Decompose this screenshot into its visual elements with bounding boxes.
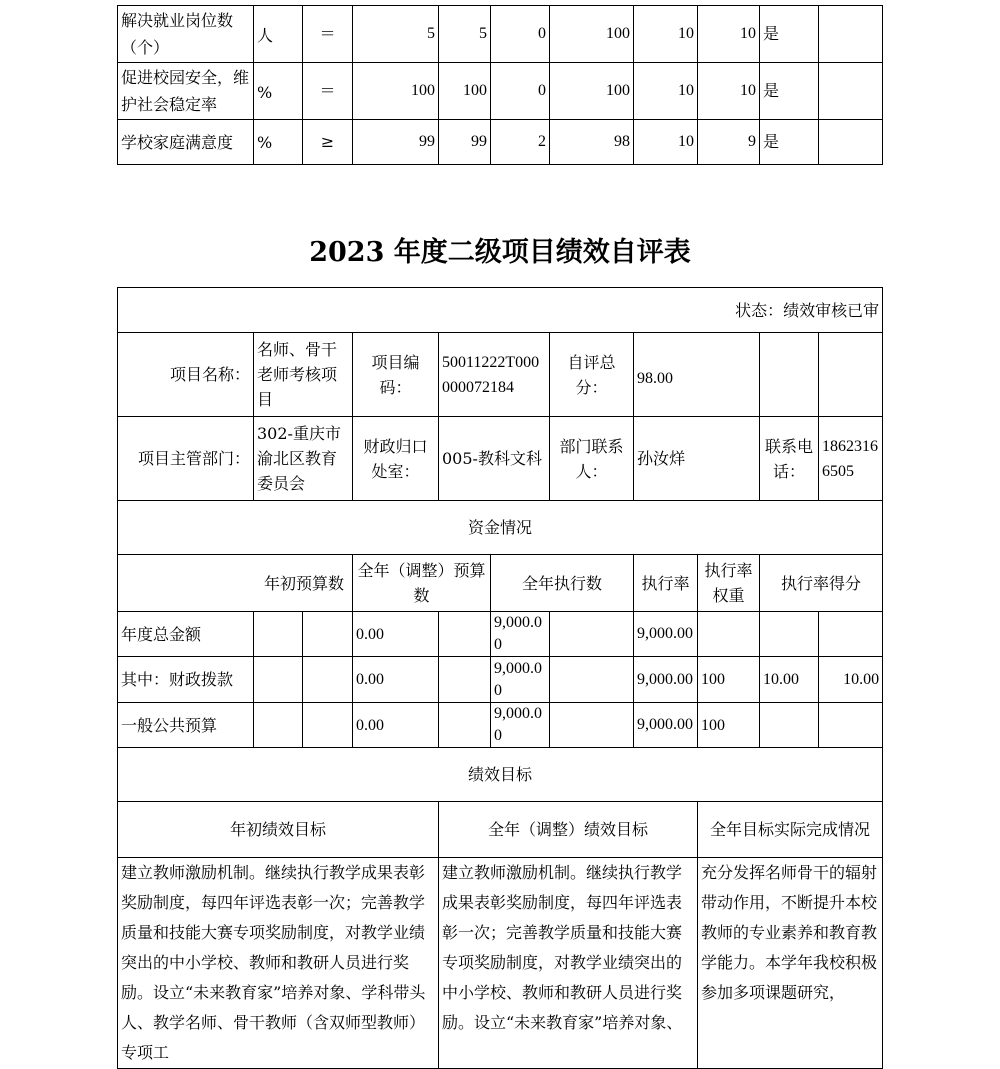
goals-section-header: 绩效目标 [118, 748, 883, 802]
contact-value: 孙汝烊 [634, 417, 760, 501]
goals-initial-text: 建立教师激励机制。继续执行教学成果表彰奖励制度，每四年评选表彰一次；完善教学质量和技能大赛专项奖励制度，对教学业绩突出的中小学校、教师和教研人员进行奖励。设立“未来教育家”培养对象、学科带头人、教学名师、骨干教师（含双师型教师）专项工 [118, 858, 439, 1069]
empty-cell [254, 612, 303, 657]
indicator-rate: 100 [550, 6, 634, 63]
table-row [118, 703, 883, 748]
project-code-value: 50011222T000000072184 [439, 333, 550, 417]
status-badge: 状态：绩效审核已审 [118, 288, 883, 333]
indicator-target: 99 [353, 120, 439, 165]
funds-col-initial: 年初预算数 [118, 555, 353, 612]
indicator-rate: 100 [550, 63, 634, 120]
contact-label: 部门联系人： [550, 417, 634, 501]
table-row [118, 63, 883, 120]
funds-col-rate: 执行率 [634, 555, 698, 612]
table-row [118, 657, 883, 703]
indicator-unit: % [254, 63, 303, 120]
fund-score-value [819, 703, 883, 748]
indicator-weight: 10 [634, 120, 698, 165]
indicator-weight: 10 [634, 6, 698, 63]
fund-row-label: 一般公共预算 [118, 703, 254, 748]
empty-cell [254, 657, 303, 703]
goals-actual-text: 充分发挥名师骨干的辐射带动作用，不断提升本校教师的专业素养和教育教学能力。本学年我校积极参加多项课题研究， [698, 858, 883, 1069]
table-row [118, 6, 883, 63]
fund-initial-value: 0.00 [353, 657, 439, 703]
phone-label: 联系电话： [760, 417, 819, 501]
indicator-achieved: 是 [760, 63, 819, 120]
indicator-actual: 100 [439, 63, 491, 120]
table-row [118, 612, 883, 657]
goals-col-actual: 全年目标实际完成情况 [698, 802, 883, 858]
indicator-target: 5 [353, 6, 439, 63]
dept-label: 项目主管部门： [118, 417, 254, 501]
table-row [118, 120, 883, 165]
indicator-deviation: 2 [491, 120, 550, 165]
empty-cell [439, 703, 491, 748]
office-label: 财政归口处室： [353, 417, 439, 501]
indicator-unit: % [254, 120, 303, 165]
fund-adjusted-value: 9,000.00 [491, 612, 550, 657]
empty-cell [760, 333, 819, 417]
score-value: 98.00 [634, 333, 760, 417]
empty-cell [303, 703, 353, 748]
fund-executed-value: 9,000.00 [634, 657, 698, 703]
fund-initial-value: 0.00 [353, 703, 439, 748]
indicator-weight: 10 [634, 63, 698, 120]
empty-cell [303, 657, 353, 703]
indicator-deviation: 0 [491, 63, 550, 120]
indicator-unit: 人 [254, 6, 303, 63]
fund-rate-value [698, 612, 760, 657]
fund-initial-value: 0.00 [353, 612, 439, 657]
fund-row-label: 其中：财政拨款 [118, 657, 254, 703]
fund-score-value [819, 612, 883, 657]
dept-value: 302-重庆市渝北区教育委员会 [254, 417, 353, 501]
project-name-value: 名师、骨干老师考核项目 [254, 333, 353, 417]
fund-weight-value [760, 612, 819, 657]
fund-score-value: 10.00 [819, 657, 883, 703]
indicator-operator: ＝ [303, 63, 353, 120]
score-label: 自评总分： [550, 333, 634, 417]
empty-cell [550, 703, 634, 748]
indicator-achieved: 是 [760, 6, 819, 63]
empty-cell [819, 333, 883, 417]
fund-rate-value: 100 [698, 657, 760, 703]
indicator-operator: ≥ [303, 120, 353, 165]
evaluation-table [117, 287, 883, 1069]
funds-col-weight: 执行率权重 [698, 555, 760, 612]
indicator-table [117, 5, 883, 165]
indicator-name: 学校家庭满意度 [118, 120, 254, 165]
indicator-target: 100 [353, 63, 439, 120]
indicator-actual: 5 [439, 6, 491, 63]
indicator-score: 10 [698, 6, 760, 63]
indicator-name: 促进校园安全，维护社会稳定率 [118, 63, 254, 120]
fund-adjusted-value: 9,000.00 [491, 703, 550, 748]
goals-adjusted-text: 建立教师激励机制。继续执行教学成果表彰奖励制度，每四年评选表彰一次；完善教学质量和技能大赛专项奖励制度，对教学业绩突出的中小学校、教师和教研人员进行奖励。设立“未来教育家”培养对象、 [439, 858, 698, 1069]
fund-executed-value: 9,000.00 [634, 612, 698, 657]
fund-executed-value: 9,000.00 [634, 703, 698, 748]
fund-weight-value: 10.00 [760, 657, 819, 703]
empty-cell [439, 612, 491, 657]
indicator-score: 10 [698, 63, 760, 120]
indicator-rate: 98 [550, 120, 634, 165]
goals-col-initial: 年初绩效目标 [118, 802, 439, 858]
empty-cell [439, 657, 491, 703]
indicator-note [819, 63, 883, 120]
funds-col-score: 执行率得分 [760, 555, 883, 612]
goals-col-adjusted: 全年（调整）绩效目标 [439, 802, 698, 858]
empty-cell [254, 703, 303, 748]
indicator-operator: ＝ [303, 6, 353, 63]
empty-cell [550, 657, 634, 703]
indicator-deviation: 0 [491, 6, 550, 63]
empty-cell [550, 612, 634, 657]
phone-value: 18623166505 [819, 417, 883, 501]
fund-weight-value [760, 703, 819, 748]
indicator-score: 9 [698, 120, 760, 165]
indicator-actual: 99 [439, 120, 491, 165]
indicator-note [819, 120, 883, 165]
funds-section-header: 资金情况 [118, 501, 883, 555]
project-name-label: 项目名称： [118, 333, 254, 417]
empty-cell [303, 612, 353, 657]
project-code-label: 项目编码： [353, 333, 439, 417]
funds-col-executed: 全年执行数 [491, 555, 634, 612]
office-value: 005-教科文科 [439, 417, 550, 501]
indicator-note [819, 6, 883, 63]
indicator-achieved: 是 [760, 120, 819, 165]
funds-col-adjusted: 全年（调整）预算数 [353, 555, 491, 612]
fund-adjusted-value: 9,000.00 [491, 657, 550, 703]
page-title: 2023 年度二级项目绩效自评表 [309, 237, 691, 268]
fund-rate-value: 100 [698, 703, 760, 748]
indicator-name: 解决就业岗位数（个） [118, 6, 254, 63]
fund-row-label: 年度总金额 [118, 612, 254, 657]
